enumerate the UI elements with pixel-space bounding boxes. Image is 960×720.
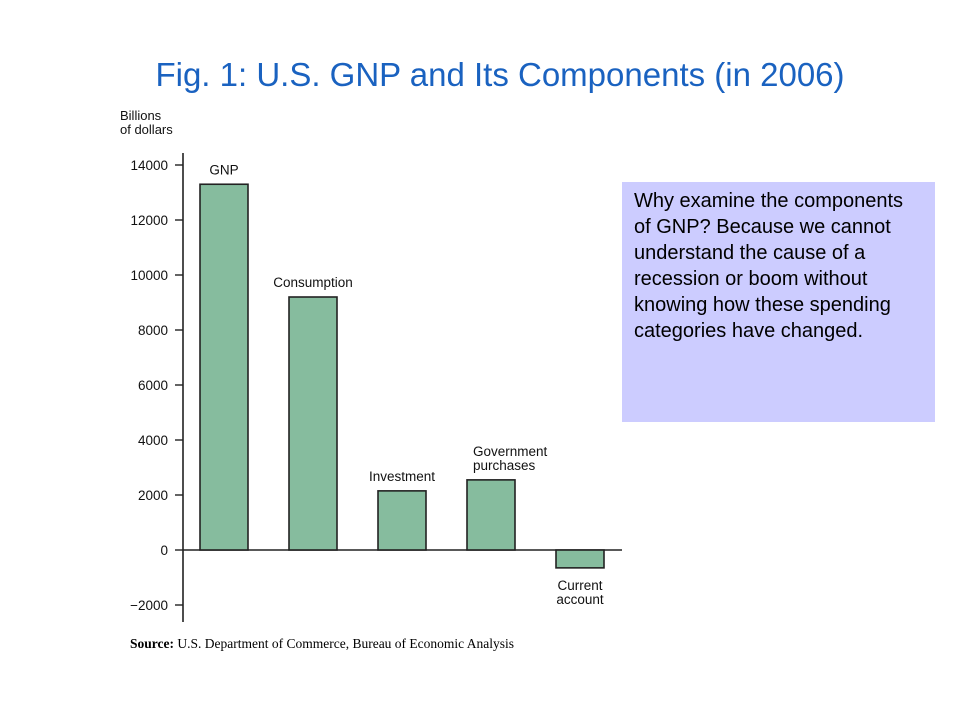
y-tick-label: 0 bbox=[160, 543, 168, 558]
note-callout: Why examine the components of GNP? Because we cannot understand the cause of a recession or boom without knowing how these spending categories have changed. bbox=[622, 182, 935, 422]
y-axis-label bbox=[120, 108, 173, 137]
source-line bbox=[130, 636, 514, 652]
y-tick-label: 4000 bbox=[137, 433, 168, 448]
bar-government-purchases bbox=[467, 480, 515, 550]
page-title: Fig. 1: U.S. GNP and Its Components (in 2006) bbox=[155, 56, 845, 93]
category-label: Investment bbox=[368, 468, 436, 484]
category-label: Consumption bbox=[273, 275, 353, 290]
source-text: U.S. Department of Commerce, Bureau of Economic Analysis bbox=[177, 636, 515, 651]
category-label: purchases bbox=[473, 457, 536, 473]
bar-consumption bbox=[289, 297, 337, 550]
category-label: GNP bbox=[209, 162, 239, 178]
y-axis-label-line: Billions bbox=[120, 108, 162, 123]
category-label: Current bbox=[557, 577, 603, 593]
bar-current-account bbox=[556, 550, 604, 568]
y-tick-label: −2000 bbox=[130, 598, 168, 613]
y-tick-label: 2000 bbox=[137, 488, 168, 503]
bar-investment bbox=[378, 491, 426, 550]
y-tick-label: 12000 bbox=[130, 213, 168, 228]
bar-gnp bbox=[200, 184, 248, 550]
y-axis-label-line: of dollars bbox=[120, 122, 173, 137]
y-tick-label: 10000 bbox=[130, 268, 168, 283]
category-label: Government bbox=[473, 443, 548, 459]
y-tick-label: 8000 bbox=[137, 323, 168, 338]
category-label: account bbox=[556, 591, 604, 607]
y-tick-label: 14000 bbox=[130, 158, 168, 173]
y-tick-label: 6000 bbox=[137, 378, 168, 393]
source-label: Source: bbox=[130, 636, 174, 651]
